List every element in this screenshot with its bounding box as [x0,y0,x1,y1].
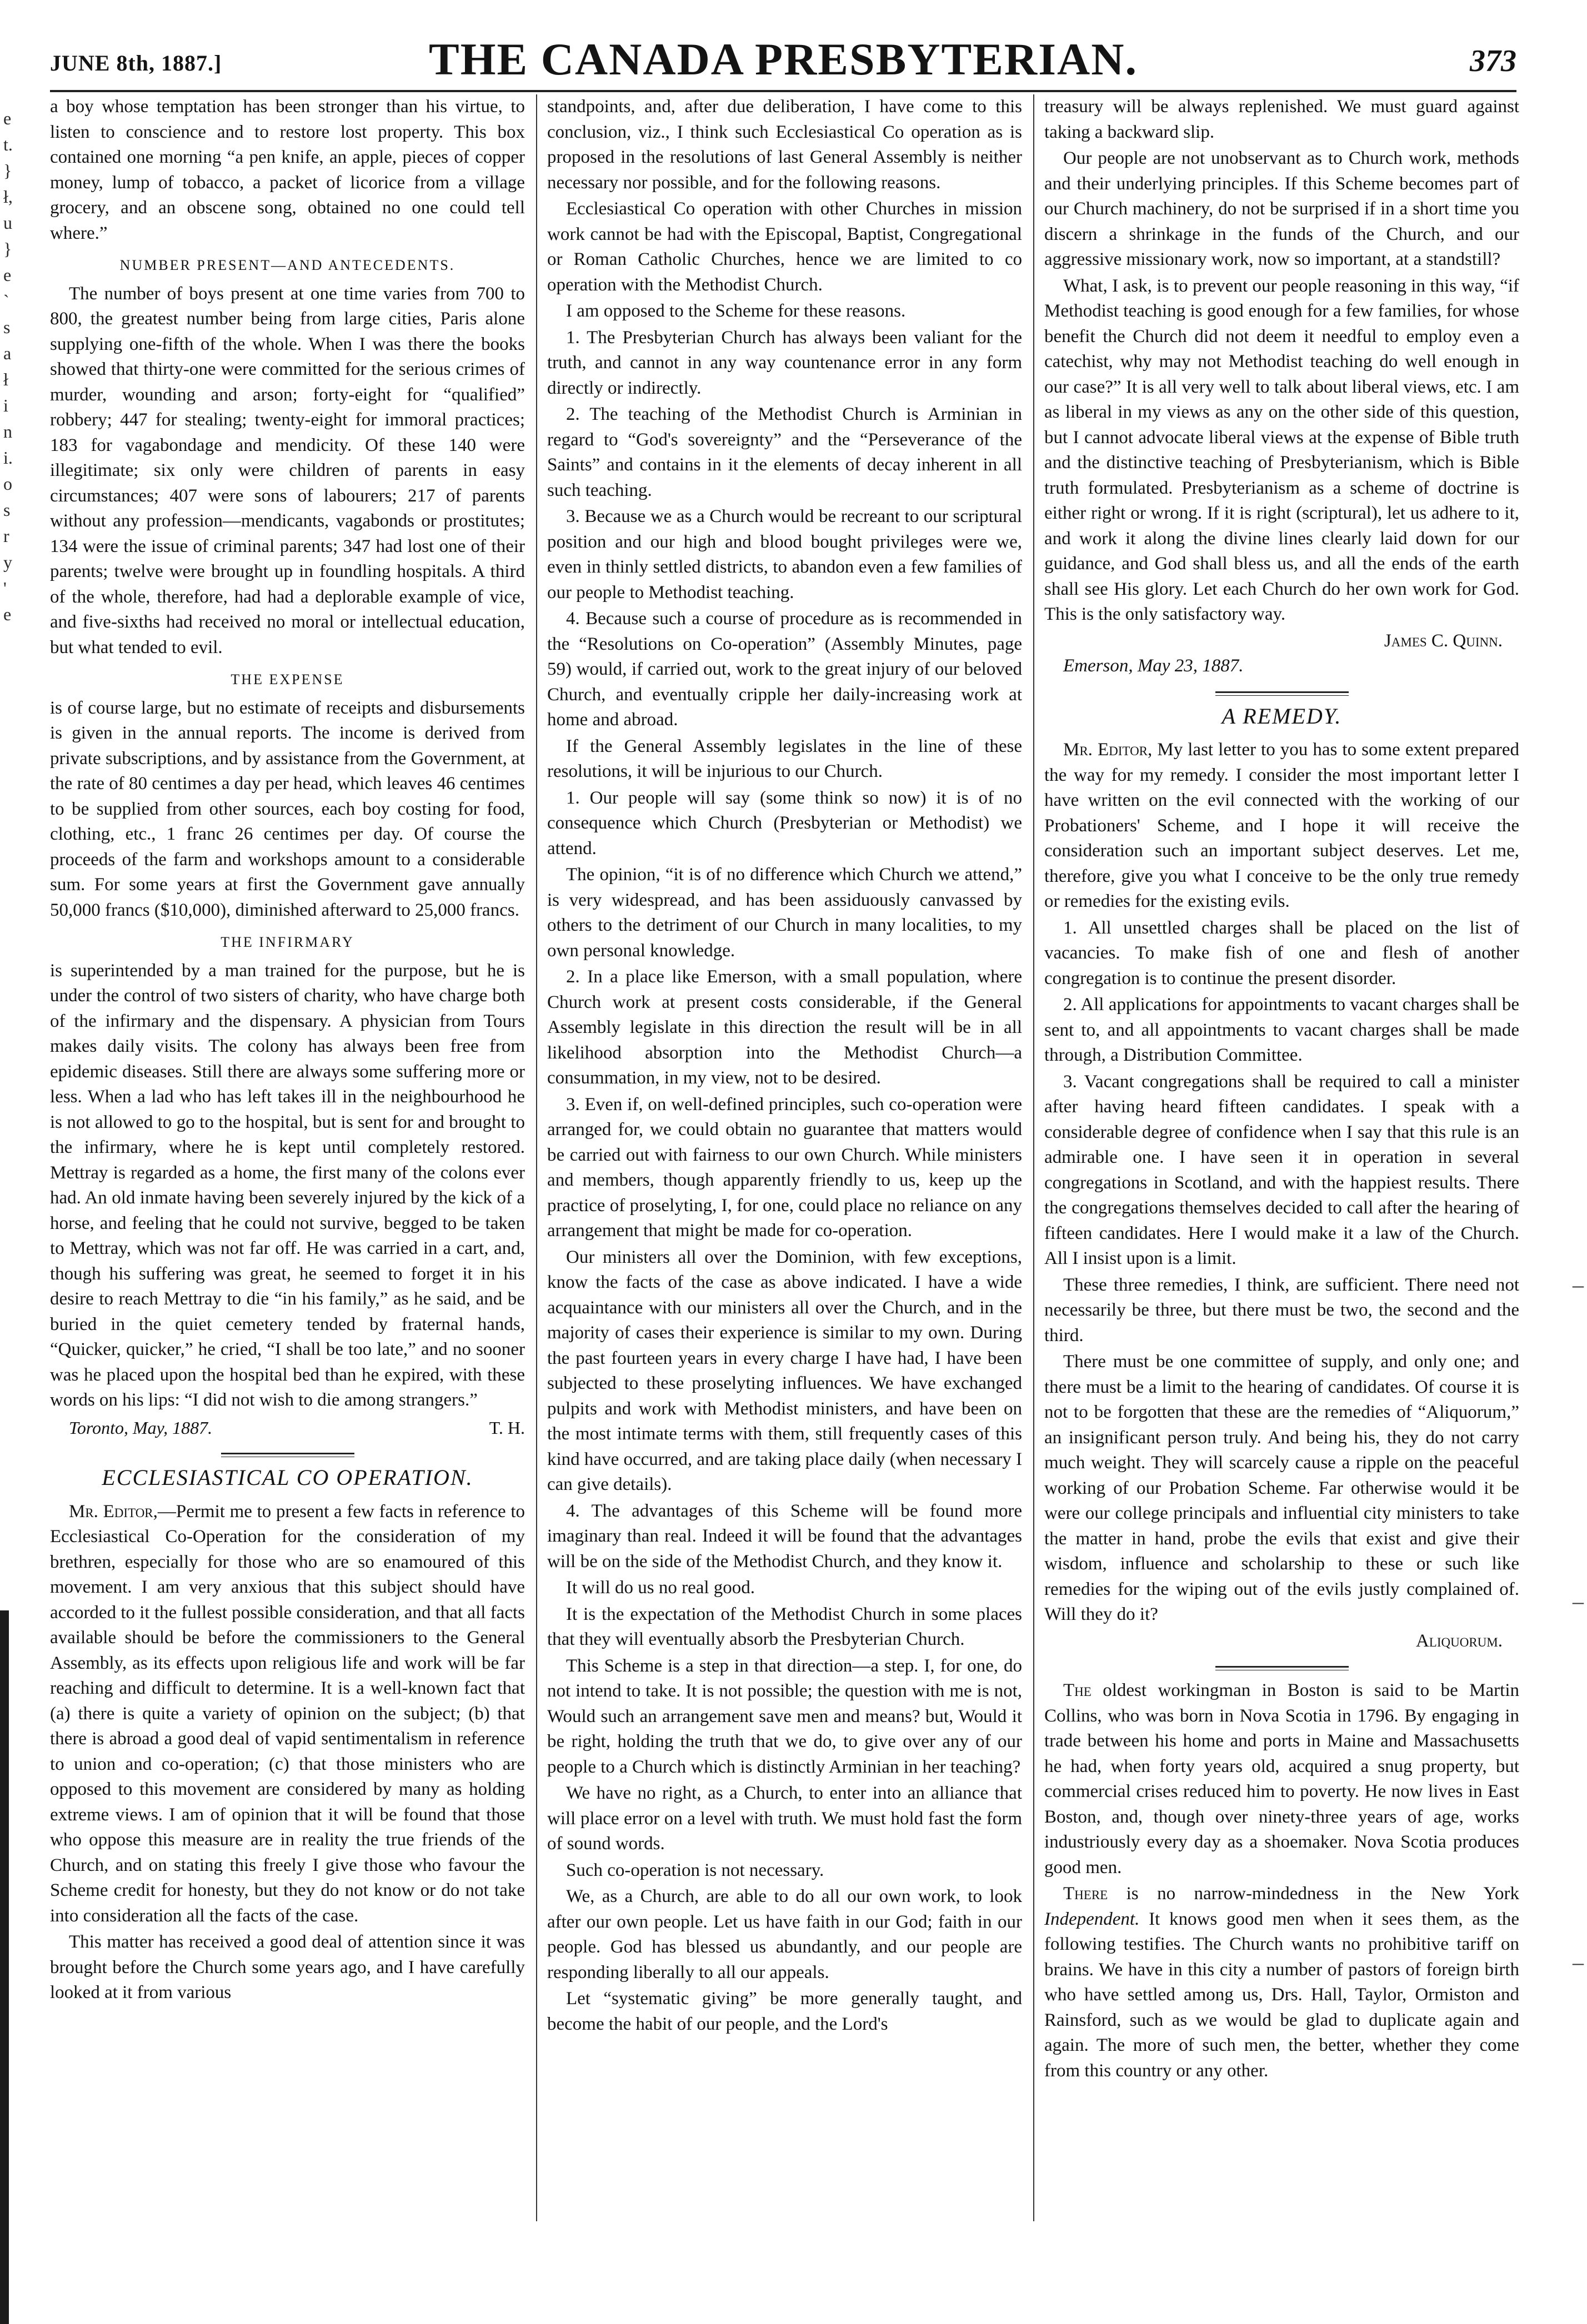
paragraph: This matter has received a good deal of attention since it was brought before the Church some years ago, and I have carefully looked at it from various [50,1932,525,2002]
paragraph: standpoints, and, after due deliberation, I have come to this conclusion, viz., I think such Ecclesiastical Co operation as is proposed in the resolutions of last General Assembly is neither necessary nor possible, and for the following reasons. [547,97,1022,193]
salutation: Mr. Editor, [1063,740,1153,760]
left-margin-fragments [3,106,19,628]
paragraph: —Permit me to present a few facts in reference to Ecclesiastical Co-Operation for the consideration of my brethren, especially for those who are so enamoured of this movement. I am very anxious that this subject should have accorded to it the fullest possible consideration, and that all facts available should be before the commissioners to the General Assembly, as its effects upon religious life and work will be far reaching and difficult to determine. It is a well-known fact that (a) there is quite a variety of opinion on the subject; (b) that there is abroad a good deal of vapid sentimentalism in reference to union and co-operation; (c) that those ministers who are opposed to this movement are considered by many as holding extreme views. I am of opinion that it will be found that those who oppose this measure are in reality the true friends of the Church, and on stating this freely I give those who favour the Scheme credit for honesty, but they do not know or do not take into consideration all the facts of the case. [50,1501,525,1926]
separator [221,1453,354,1457]
paragraph: is of course large, but no estimate of receipts and disbursements is given in the annual reports. The income is derived from private subscriptions, and by assistance from the Government, at the rate of 80 centimes a day per head, which leaves 46 centimes to be supplied from other sources, each boy costing for food, clothing, etc., 1 franc 26 centimes per day. Of course the proceeds of the farm and workshops amount to a considerable sum. For some years at first the Government gave annually 50,000 francs ($10,000), diminished afterward to 25,000 francs. [50,697,525,920]
margin-fragment: r [3,526,9,546]
paragraph: 2. In a place like Emerson, with a small population, where Church work at present costs considerable, if the General Assembly legislate in this direction the result will be in all likelihood absorption into the Methodist Church—a consummation, in my view, not to be desired. [547,967,1022,1088]
paragraph: We, as a Church, are able to do all our own work, to look after our own people. Let us have faith in our God; faith in our people. God has blessed us abundantly, and our people are responding liberally to all our appeals. [547,1886,1022,1982]
paragraph: 1. Our people will say (some think so now) it is of no consequence which Church (Presbyterian or Methodist) we attend. [547,787,1022,859]
signoff [50,1416,525,1441]
paragraph: These three remedies, I think, are sufficient. There need not necessarily be three, but there must be two, the second and the third. [1044,1274,1519,1346]
paragraph: I am opposed to the Scheme for these reasons. [566,301,906,321]
salutation: Mr. Editor, [69,1501,158,1522]
paragraph-part: It knows good men when it sees them, as the following testifies. The Church wants no prohibitive tariff on brains. We have in this city a number of pastors of foreign birth who have settled among us, Drs. Hall, Taylor, Ormiston and Rainsford, such as we would be glad to duplicate again and again. The more of such men, the better, whether they come from this country or any other. [1044,1909,1519,2081]
margin-dash: – [1573,1950,1584,1975]
separator [1215,1666,1349,1670]
margin-fragment: ł [3,369,8,389]
paragraph: It will do us no real good. [566,1578,755,1598]
paragraph: My last letter to you has to some extent prepared the way for my remedy. I consider the most important letter I have written on the evil connected with the working of our Probationers' Scheme, and I hope it will receive the consideration such an important subject deserves. Let me, therefore, give you what I conceive to be the only true remedy or remedies for the existing evils. [1044,740,1519,911]
publication-name: Independent. [1044,1909,1140,1929]
margin-dash: – [1573,1272,1584,1297]
article-title: A REMEDY. [1221,703,1342,729]
publication-title: THE CANADA PRESBYTERIAN. [429,34,1138,84]
paragraph: There must be one committee of supply, and only one; and there must be a limit to the hearing of candidates. Of course it is not to be forgotten that these are the remedies of “Aliquorum,” an insignificant person truly. And being his, they do not carry much weight. They will scarcely cause a ripple on the peaceful working of our Probation Scheme. Far otherwise would it be were our college principals and influential city ministers to take the matter in hand, probe the evils that exist and give their wisdom, influence and scholarship to these or such like remedies for the wiping out of the evils justly complained of. Will they do it? [1044,1352,1519,1624]
issue-date: JUNE 8th, 1887.] [50,51,222,76]
paragraph: 2. All applications for appointments to vacant charges shall be sent to, and all appointments to vacant charges shall be made through, a Distribution Committee. [1044,995,1519,1065]
margin-fragment: y [3,552,12,572]
paragraph: This Scheme is a step in that direction—a step. I, for one, do not intend to take. It is not possible; the question with me is not, Would such an arrangement save men and means? but, Would it be right, holding the truth that we do, to give over any of our people to a Church which is distinctly Arminian in her teaching? [547,1655,1022,1777]
paragraph: 3. Even if, on well-defined principles, such co-operation were arranged for, we could obtain no guarantee that matters would be carried out with fairness to our own Church. While ministers and members, though apparently friendly to us, keep up the practice of proselyting, I, for one, could place no reliance on any arrangement that might be made for co-operation. [547,1094,1022,1241]
paragraph: 3. Vacant congregations shall be required to call a minister after having heard fifteen candidates. I speak with a considerable degree of confidence when I say that this rule is an admirable one. I have seen it in operation in several congregations in Scotland, and with the happiest results. There the congregations themselves decided to call after the hearing of fifteen candidates. Here I would make it a law of the Church. All I insist upon is a limit. [1044,1071,1519,1268]
column-1 [50,94,525,2007]
margin-fragment: o [3,474,12,494]
margin-dash: – [1573,1589,1584,1614]
margin-fragment: e [3,108,12,128]
margin-fragment: } [3,160,12,180]
lead-word: The [1063,1680,1092,1700]
signoff-name: James C. Quinn. [1384,630,1503,651]
subheading: THE INFIRMARY [221,934,354,950]
subheading: NUMBER PRESENT—AND ANTECEDENTS. [119,257,455,273]
signoff-name: T. H. [489,1417,525,1438]
page-number: 373 [1470,44,1516,78]
paragraph: 3. Because we as a Church would be recreant to our scriptural position and our high and blood bought privileges were we, even in thinly settled districts, to abandon even a few families of our people to Methodist teaching. [547,506,1022,603]
margin-fragment: e [3,604,12,624]
column-rule [1033,94,1034,2221]
masthead [50,28,1516,89]
margin-fragment: i. [3,448,13,468]
margin-fragment: e [3,265,12,285]
separator [1215,691,1349,696]
paragraph: a boy whose temptation has been stronger than his virtue, to listen to conscience and to restore lost property. This box contained one morning “a pen knife, an apple, pieces of copper money, lump of tobacco, a packet of licorice from a village grocery, and an obscene song, obtained no one could tell where.” [50,97,525,243]
paragraph: Our ministers all over the Dominion, with few exceptions, know the facts of the case as above indicated. I have a wide acquaintance with our ministers all over the Church, and in the majority of cases their experience is similar to my own. During the past fourteen years in every charge I have had, I have been subjected to these proselyting influences. We have exchanged pulpits and work with Methodist ministers, and have been on the most intimate terms with them, still frequently cases of this kind have occurred, and are taking place daily (when necessary I can give details). [547,1247,1022,1494]
paragraph: Ecclesiastical Co operation with other Churches in mission work cannot be had with the Episcopal, Baptist, Congregational or Roman Catholic Churches, hence we are limited to co operation with the Methodist Church. [547,199,1022,295]
paragraph: 4. The advantages of this Scheme will be found more imaginary than real. Indeed it will be found that the advantages will be on the side of the Methodist Church, and they know it. [547,1500,1022,1572]
margin-fragment: t. [3,134,13,154]
margin-fragment: s [3,317,11,337]
signoff-name: Aliquorum. [1415,1630,1503,1651]
paragraph-part: is no narrow-mindedness in the New York [1108,1884,1519,1904]
paragraph: 1. All unsettled charges shall be placed on the list of vacancies. To make fish of one and flesh of another congregation is to continue the present disorder. [1044,917,1519,988]
paragraph: What, I ask, is to prevent our people reasoning in this way, “if Methodist teaching is good enough for a few families, for whose benefit the Church did not deem it needful to employ even a catechist, why may not Methodist teaching do well enough in our case?” It is all very well to talk about liberal views, etc. I am as liberal in my views as any on the other side of this question, but I cannot advocate liberal views at the expense of Bible truth and the distinctive teaching of Presbyterianism, which is Bible truth formulated. Presbyterianism as a scheme of doctrine is either right or wrong. If it is right (scriptural), let us adhere to it, and work it along the divine lines clearly laid down for our guidance, and God shall bless us, and all the ends of the earth shall see His glory. Let each Church do her own work for God. This is the only satisfactory way. [1044,275,1519,624]
margin-fragment: s [3,500,11,520]
paragraph: 1. The Presbyterian Church has always been valiant for the truth, and cannot in any way countenance error in any form directly or indirectly. [547,327,1022,398]
margin-fragment: } [3,239,12,259]
header-rule [50,90,1516,92]
margin-fragment: ' [3,578,7,598]
paragraph: We have no right, as a Church, to enter into an alliance that will place error on a level with truth. We must hold fast the form of sound words. [547,1783,1022,1854]
margin-fragment: a [3,343,12,363]
paragraph: oldest workingman in Boston is said to be Martin Collins, who was born in Nova Scotia in 1796. By engaging in trade between his home and ports in Maine and Massachusetts he had, when forty years old, acquired a snug property, but commercial crises reduced him to poverty. He now lives in East Boston, and, though over ninety-three years of age, works industriously every day as a shoemaker. Nova Scotia produces good men. [1044,1680,1519,1878]
paragraph: Such co-operation is not necessary. [566,1860,824,1880]
signoff-place: Emerson, May 23, 1887. [1063,656,1244,676]
paragraph: If the General Assembly legislates in the line of these resolutions, it will be injurious to our Church. [547,736,1022,781]
margin-fragment: ` [3,291,9,311]
column-rule [536,94,537,2221]
margin-fragment: i [3,395,8,415]
subheading: THE EXPENSE [231,671,344,687]
column-3 [1044,94,1519,2085]
article-title: ECCLESIASTICAL CO OPERATION. [102,1465,473,1490]
paragraph: Let “systematic giving” be more generally taught, and become the habit of our people, and the Lord's [547,1989,1022,2034]
paragraph: 4. Because such a course of procedure as is recommended in the “Resolutions on Co-operation” (Assembly Minutes, page 59) would, if carried out, work to the great injury of our beloved Church, and eventually cripple her daily-increasing work at home and abroad. [547,609,1022,730]
paragraph: The opinion, “it is of no difference which Church we attend,” is very widespread, and has been assiduously canvassed by others to the detriment of our Church in many localities, to my own personal knowledge. [547,865,1022,961]
margin-fragment: ł, [3,187,13,207]
binding-edge [0,1610,9,2324]
margin-fragment: u [3,213,12,233]
paragraph: 2. The teaching of the Methodist Church is Arminian in regard to “God's sovereignty” and the “Perseverance of the Saints” and contains in it the elements of decay inherent in all such teaching. [547,404,1022,500]
paragraph: is superintended by a man trained for the purpose, but he is under the control of two sisters of charity, who have charge both of the infirmary and the dispensary. A physician from Tours makes daily visits. The colony has always been free from epidemic diseases. Still there are always some suffering more or less. When a lad who has left takes ill in the neighbourhood he is not allowed to go to the hospital, but is sent for and brought to the infirmary, where he is kept until completely restored. Mettray is regarded as a home, the first many of the colons ever had. An old inmate having been severely injured by the kick of a horse, and feeling that he could not survive, begged to be taken to Mettray, which was not far off. He was carried in a cart, and, though his suffering was great, he seemed to forget it in his desire to reach Mettray to die “in his family,” as he said, and be buried in the quiet cemetery tended by fraternal hands, “Quicker, quicker,” he cried, “I shall be too late,” and no sooner was he placed upon the hospital bed than he expired, with these words on his lips: “I did not wish to die among strangers.” [50,960,525,1410]
paragraph: treasury will be always replenished. We must guard against taking a backward slip. [1044,97,1519,142]
paragraph: Our people are not unobservant as to Church work, methods and their underlying principles. If this Scheme becomes part of our Church machinery, do not be surprised if in a short time you discern a shrinkage in the funds of the Church, and our aggressive missionary work, now so important, at a standstill? [1044,148,1519,269]
lead-word: There [1063,1884,1108,1904]
signoff-place: Toronto, May, 1887. [69,1417,213,1438]
paragraph: It is the expectation of the Methodist Church in some places that they will eventually absorb the Presbyterian Church. [547,1604,1022,1649]
column-2 [547,94,1022,2038]
paragraph: The number of boys present at one time varies from 700 to 800, the greatest number being from large cities, Paris alone supplying one-fifth of the whole. When I was there the books showed that thirty-one were committed for the serious crimes of murder, wounding and arson; forty-eight for “qualified” robbery; 447 for stealing; twenty-eight for immoral practices; 183 for vagabondage and mendicity. Of these 140 were illegitimate; six only were children of parents in easy circumstances; 407 were sons of labourers; 217 of parents without any profession—mendicants, vagabonds or prostitutes; 134 were the issue of criminal parents; 347 had lost one of their parents; twelve were brought up in foundling hospitals. A third of the whole, therefore, had had a deplorable example of vice, and five-sixths had received no moral or intellectual education, but what tended to evil. [50,283,525,657]
margin-fragment: n [3,421,12,441]
